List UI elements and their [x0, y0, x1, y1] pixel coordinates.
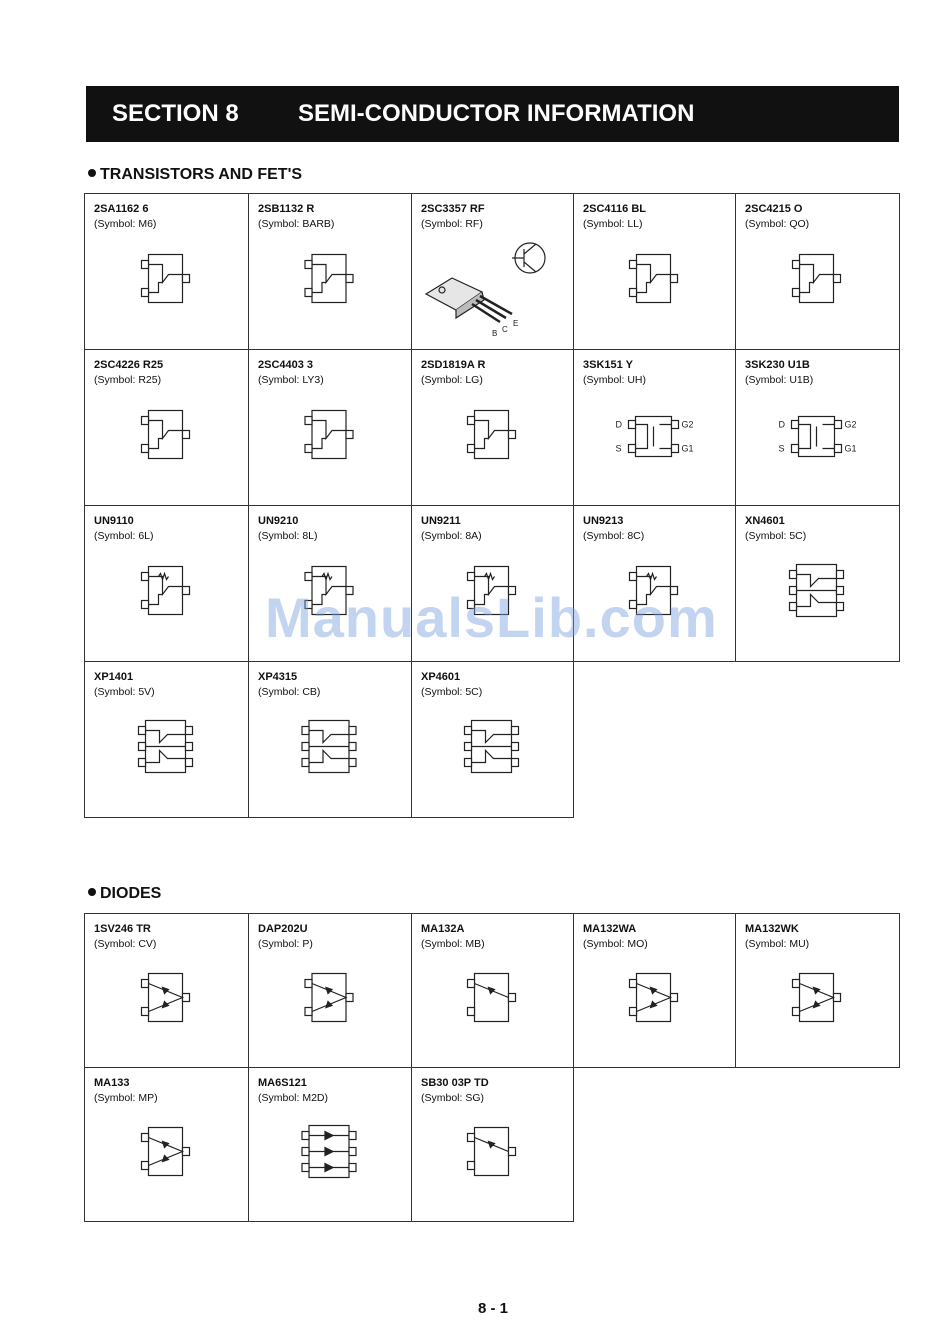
- package-symbol-icon: [302, 1126, 356, 1178]
- package-symbol-icon: [305, 411, 353, 459]
- pin-label-d: D: [615, 419, 622, 430]
- component-cell: [248, 913, 412, 1068]
- package-symbol-icon: [793, 974, 841, 1022]
- section-banner: [86, 86, 899, 142]
- marking-symbol: (Symbol: P): [258, 938, 313, 950]
- pin-label-e: E: [513, 319, 519, 328]
- marking-symbol: (Symbol: 6L): [94, 530, 154, 542]
- marking-symbol: (Symbol: 5C): [745, 530, 807, 542]
- marking-symbol: (Symbol: MB): [421, 938, 485, 950]
- marking-symbol: (Symbol: UH): [583, 374, 647, 386]
- component-cell: [248, 193, 412, 350]
- package-drawing: [736, 350, 901, 507]
- package-symbol-icon: [142, 567, 190, 615]
- package-drawing: [85, 350, 250, 507]
- marking-symbol: (Symbol: 8L): [258, 530, 318, 542]
- package-symbol-icon: [302, 721, 356, 773]
- marking-symbol: (Symbol: CV): [94, 938, 157, 950]
- power-transistor-icon: [426, 243, 545, 322]
- component-cell: [411, 913, 574, 1068]
- component-cell: [735, 913, 900, 1068]
- marking-symbol: (Symbol: MO): [583, 938, 648, 950]
- package-drawing: [574, 194, 737, 351]
- marking-symbol: (Symbol: 5C): [421, 686, 483, 698]
- component-cell: [84, 913, 249, 1068]
- component-cell: [735, 349, 900, 506]
- pin-label-d: D: [778, 419, 785, 430]
- marking-symbol: (Symbol: RF): [421, 218, 483, 230]
- pin-label-s: S: [778, 443, 785, 454]
- part-number: 3SK151 Y: [583, 359, 633, 371]
- marking-symbol: (Symbol: R25): [94, 374, 162, 386]
- part-number: UN9110: [94, 515, 134, 527]
- bullet-icon: [88, 169, 96, 177]
- pin-label-g1: G1: [844, 443, 857, 454]
- part-number: UN9210: [258, 515, 299, 527]
- part-number: 2SA1162 6: [94, 203, 149, 215]
- package-drawing: [85, 506, 250, 663]
- marking-symbol: (Symbol: M2D): [258, 1092, 329, 1104]
- component-cell: [411, 349, 574, 506]
- package-drawing: [85, 1068, 250, 1223]
- package-drawing: [412, 1068, 575, 1223]
- package-symbol-icon: [142, 1128, 190, 1176]
- component-cell: [84, 193, 249, 350]
- component-cell: [411, 661, 574, 818]
- part-number: 2SD1819A R: [421, 359, 486, 371]
- package-drawing: [85, 194, 250, 351]
- part-number: MA132WA: [583, 923, 637, 935]
- component-cell: [735, 505, 900, 662]
- part-number: MA132A: [421, 923, 465, 935]
- package-drawing: [249, 914, 413, 1069]
- pin-label-g2: G2: [844, 419, 857, 430]
- pin-label-g1: G1: [681, 443, 694, 454]
- diodes-heading: [88, 885, 161, 903]
- part-number: XN4601: [745, 515, 785, 527]
- component-cell: [248, 349, 412, 506]
- marking-symbol: (Symbol: QO): [745, 218, 810, 230]
- component-cell: [573, 193, 736, 350]
- pin-label-c: C: [502, 325, 508, 334]
- marking-symbol: (Symbol: 8A): [421, 530, 482, 542]
- part-number: MA6S121: [258, 1077, 307, 1089]
- package-drawing: [574, 914, 737, 1069]
- package-symbol-icon: [142, 255, 190, 303]
- package-drawing: [85, 662, 250, 819]
- component-cell: [248, 661, 412, 818]
- part-number: SB30 03P TD: [421, 1077, 489, 1089]
- section-number: SECTION 8: [112, 100, 239, 127]
- package-symbol-icon: [142, 411, 190, 459]
- package-symbol-icon: [465, 721, 519, 773]
- part-number: MA133: [94, 1077, 130, 1089]
- component-cell: [248, 1067, 412, 1222]
- marking-symbol: (Symbol: LG): [421, 374, 483, 386]
- package-symbol-icon: [630, 974, 678, 1022]
- marking-symbol: (Symbol: M6): [94, 218, 157, 230]
- package-drawing: [736, 506, 901, 663]
- package-symbol-icon: [468, 1128, 516, 1176]
- package-drawing: [412, 914, 575, 1069]
- part-number: XP1401: [94, 671, 134, 683]
- package-symbol-icon: [305, 974, 353, 1022]
- marking-symbol: (Symbol: CB): [258, 686, 321, 698]
- diodes-heading-text: DIODES: [100, 885, 162, 902]
- package-symbol-icon: [790, 565, 844, 617]
- marking-symbol: (Symbol: LY3): [258, 374, 324, 386]
- pin-label-g2: G2: [681, 419, 694, 430]
- package-drawing: [574, 350, 737, 507]
- package-symbol-icon: [305, 255, 353, 303]
- marking-symbol: (Symbol: SG): [421, 1092, 485, 1104]
- package-drawing: [249, 1068, 413, 1223]
- pin-label-s: S: [615, 443, 622, 454]
- package-drawing: [736, 194, 901, 351]
- package-symbol-icon: [139, 721, 193, 773]
- part-number: 2SC3357 RF: [421, 203, 485, 215]
- part-number: 2SB1132 R: [258, 203, 315, 215]
- part-number: MA132WK: [745, 923, 799, 935]
- marking-symbol: (Symbol: 8C): [583, 530, 645, 542]
- section-title: SEMI-CONDUCTOR INFORMATION: [298, 100, 695, 127]
- page-number: 8 - 1: [478, 1300, 509, 1317]
- component-cell: [84, 505, 249, 662]
- part-number: DAP202U: [258, 923, 308, 935]
- package-symbol-icon: [630, 255, 678, 303]
- part-number: UN9213: [583, 515, 624, 527]
- fet-package-icon: [629, 417, 679, 457]
- bullet-icon: [88, 888, 96, 896]
- marking-symbol: (Symbol: BARB): [258, 218, 335, 230]
- fet-package-icon: [792, 417, 842, 457]
- part-number: XP4315: [258, 671, 298, 683]
- part-number: UN9211: [421, 515, 461, 527]
- transistors-heading: [88, 166, 302, 184]
- marking-symbol: (Symbol: MP): [94, 1092, 158, 1104]
- package-drawing: [85, 914, 250, 1069]
- part-number: XP4601: [421, 671, 461, 683]
- package-drawing: [412, 662, 575, 819]
- marking-symbol: (Symbol: MU): [745, 938, 810, 950]
- marking-symbol: (Symbol: U1B): [745, 374, 814, 386]
- part-number: 2SC4215 O: [745, 203, 803, 215]
- component-cell: [84, 661, 249, 818]
- part-number: 3SK230 U1B: [745, 359, 810, 371]
- component-cell: [573, 349, 736, 506]
- component-cell: [84, 1067, 249, 1222]
- part-number: 2SC4226 R25: [94, 359, 164, 371]
- component-cell: [84, 349, 249, 506]
- part-number: 2SC4116 BL: [583, 203, 646, 215]
- package-drawing: [412, 194, 575, 351]
- marking-symbol: (Symbol: LL): [583, 218, 643, 230]
- component-cell: [573, 913, 736, 1068]
- package-symbol-icon: [142, 974, 190, 1022]
- pin-label-b: B: [492, 329, 498, 338]
- part-number: 1SV246 TR: [94, 923, 151, 935]
- package-drawing: [412, 350, 575, 507]
- package-drawing: [249, 662, 413, 819]
- component-cell: [735, 193, 900, 350]
- package-drawing: [736, 914, 901, 1069]
- watermark-text: ManualsLib.com: [265, 586, 718, 649]
- package-drawing: [249, 194, 413, 351]
- part-number: 2SC4403 3: [258, 359, 314, 371]
- package-symbol-icon: [468, 411, 516, 459]
- package-symbol-icon: [793, 255, 841, 303]
- component-cell: [411, 1067, 574, 1222]
- package-symbol-icon: [468, 974, 516, 1022]
- package-drawing: [249, 350, 413, 507]
- component-cell: [411, 193, 574, 350]
- marking-symbol: (Symbol: 5V): [94, 686, 155, 698]
- transistors-heading-text: TRANSISTORS AND FET'S: [100, 166, 303, 183]
